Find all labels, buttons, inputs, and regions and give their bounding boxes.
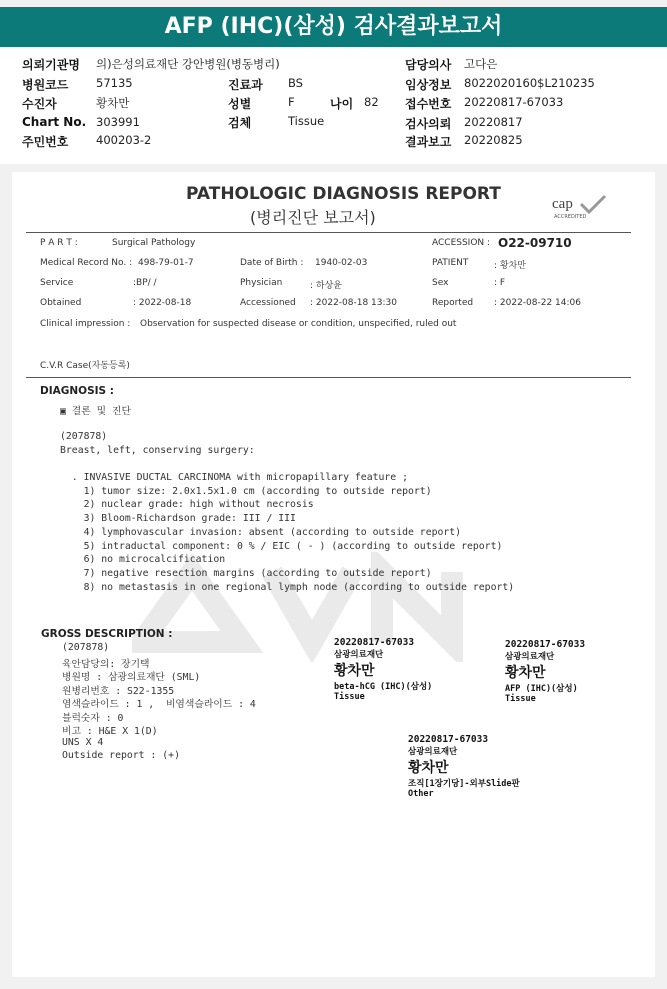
service-label: Service bbox=[40, 278, 74, 288]
header-value: BS bbox=[288, 76, 303, 90]
dob-value: 1940-02-03 bbox=[315, 258, 368, 268]
reported-label: Reported bbox=[432, 298, 474, 308]
reported-value: : 2022-08-22 14:06 bbox=[494, 298, 581, 308]
header-value: 400203-2 bbox=[96, 133, 152, 147]
header-value: 의)은성의료재단 강안병원(병동병리) bbox=[96, 57, 280, 71]
header-value: 20220825 bbox=[464, 133, 523, 147]
patient-info-header bbox=[0, 47, 667, 164]
divider bbox=[26, 232, 631, 233]
patient-label: PATIENT bbox=[432, 258, 469, 268]
cap-logo-text: cap bbox=[552, 196, 573, 212]
cap-logo bbox=[552, 194, 612, 222]
cvr-case: C.V.R Case(자동등록) bbox=[40, 361, 130, 371]
label-test: beta-hCG (IHC)(삼성) bbox=[334, 682, 433, 692]
service-value: :BP/ / bbox=[133, 278, 157, 288]
diagnosis-line: 6) no microcalcification bbox=[60, 554, 226, 566]
mrn-value: 498-79-01-7 bbox=[138, 258, 194, 268]
gross-line: (207878) bbox=[62, 642, 110, 653]
label-org: 삼광의료재단 bbox=[408, 747, 458, 757]
gross-body bbox=[62, 642, 256, 764]
clinical-value: Observation for suspected disease or condition, unspecified, ruled out bbox=[140, 319, 457, 329]
label-test: AFP (IHC)(삼성) bbox=[505, 684, 578, 694]
sex-label: Sex bbox=[432, 278, 449, 288]
report-subtitle: (병리진단 보고서) bbox=[250, 208, 376, 227]
header-label: 의뢰기관명 bbox=[22, 58, 80, 72]
diagnosis-line: 7) negative resection margins (according to outside report) bbox=[60, 567, 432, 579]
header-label: 접수번호 bbox=[405, 97, 452, 111]
header-value: 황차만 bbox=[96, 96, 130, 110]
diagnosis-line: . INVASIVE DUCTAL CARCINOMA with micropapillary feature ; bbox=[60, 472, 408, 484]
header-label: 병원코드 bbox=[22, 78, 69, 92]
label-name: 황차만 bbox=[505, 665, 546, 681]
divider bbox=[26, 377, 631, 378]
header-value: 20220817 bbox=[464, 115, 523, 129]
accession-label: ACCESSION : bbox=[432, 238, 491, 248]
header-value: 57135 bbox=[96, 76, 133, 90]
specimen-label bbox=[334, 637, 432, 702]
cap-logo-sub: ACCREDITED bbox=[554, 214, 587, 220]
label-name: 황차만 bbox=[334, 663, 375, 679]
header-label: Chart No. bbox=[22, 115, 87, 129]
clinical-label: Clinical impression : bbox=[40, 319, 131, 329]
gross-line: 블럭숫자 : 0 bbox=[62, 712, 124, 724]
physician-label: Physician bbox=[240, 278, 283, 288]
header-value: 303991 bbox=[96, 115, 140, 129]
label-specimen: Tissue bbox=[505, 694, 536, 704]
accessioned-value: : 2022-08-18 13:30 bbox=[310, 298, 397, 308]
header-value: F bbox=[288, 95, 295, 109]
label-id: 20220817-67033 bbox=[408, 734, 489, 745]
label-specimen: Other bbox=[408, 789, 434, 799]
accession-value: O22-09710 bbox=[498, 236, 572, 250]
part-value: Surgical Pathology bbox=[112, 238, 196, 248]
gross-line: 병원명 : 삼광의료재단 (SML) bbox=[62, 672, 201, 683]
gross-line: 육안담당의: 장기택 bbox=[62, 658, 150, 670]
dob-label: Date of Birth : bbox=[240, 258, 304, 268]
header-label: 결과보고 bbox=[405, 135, 452, 149]
header-value: Tissue bbox=[288, 114, 325, 128]
header-value: 고다은 bbox=[464, 57, 498, 71]
page-title: AFP (IHC)(삼성) 검사결과보고서 bbox=[0, 7, 667, 47]
age-label: 나이 bbox=[330, 97, 354, 111]
label-org: 삼광의료재단 bbox=[334, 650, 384, 660]
pathology-report bbox=[12, 172, 655, 977]
label-org: 삼광의료재단 bbox=[505, 652, 555, 662]
header-label: 성별 bbox=[228, 97, 252, 111]
header-label: 임상정보 bbox=[405, 78, 452, 92]
diagnosis-line: 4) lymphovascular invasion: absent (according to outside report) bbox=[60, 526, 462, 538]
specimen-label bbox=[505, 639, 585, 704]
diagnosis-line bbox=[60, 458, 514, 472]
checkmark-icon bbox=[578, 194, 608, 216]
diagnosis-line: (207878) bbox=[60, 431, 108, 442]
gross-line: UNS X 4 bbox=[62, 736, 104, 748]
label-test: 조직[1장기당]-외부Slide판 bbox=[408, 779, 520, 789]
obtained-value: : 2022-08-18 bbox=[133, 298, 192, 308]
header-label: 검체 bbox=[228, 116, 252, 130]
gross-line: 원병리번호 : S22-1355 bbox=[62, 685, 175, 697]
diagnosis-subheading: ▣ 결론 및 진단 bbox=[60, 406, 131, 417]
diagnosis-line: 8) no metastasis in one regional lymph node (according to outside report) bbox=[60, 581, 515, 593]
gross-line: 비고 : H&E X 1(D) bbox=[62, 726, 158, 737]
diagnosis-line: 5) intraductal component: 0 % / EIC ( - ) (according to outside report) bbox=[60, 540, 503, 552]
diagnosis-line: 1) tumor size: 2.0x1.5x1.0 cm (according to outside report) bbox=[60, 485, 432, 497]
diagnosis-line: 2) nuclear grade: high without necrosis bbox=[60, 499, 314, 511]
header-value: 8022020160$L210235 bbox=[464, 76, 595, 90]
diagnosis-line: Breast, left, conserving surgery: bbox=[60, 444, 255, 456]
diagnosis-heading: DIAGNOSIS : bbox=[40, 385, 114, 397]
age-value: 82 bbox=[364, 95, 379, 109]
sex-value: : F bbox=[494, 278, 506, 288]
header-label: 담당의사 bbox=[405, 58, 452, 72]
part-label: P A R T : bbox=[40, 238, 78, 248]
label-id: 20220817-67033 bbox=[505, 639, 586, 650]
gross-heading: GROSS DESCRIPTION : bbox=[41, 628, 173, 640]
label-specimen: Tissue bbox=[334, 692, 365, 702]
header-value: 20220817-67033 bbox=[464, 95, 564, 109]
header-label: 주민번호 bbox=[22, 135, 69, 149]
specimen-label bbox=[408, 734, 520, 799]
diagnosis-body bbox=[60, 431, 514, 595]
patient-value: : 황차만 bbox=[494, 261, 526, 271]
header-label: 진료과 bbox=[228, 78, 263, 92]
header-label: 검사의뢰 bbox=[405, 117, 452, 131]
mrn-label: Medical Record No. : bbox=[40, 258, 133, 268]
gross-line: 염색슬라이드 : 1 , 비염색슬라이드 : 4 bbox=[62, 699, 256, 710]
gross-line: Outside report : (+) bbox=[62, 750, 180, 761]
obtained-label: Obtained bbox=[40, 298, 82, 308]
label-id: 20220817-67033 bbox=[334, 637, 415, 648]
header-label: 수진자 bbox=[22, 97, 57, 111]
physician-value: : 하상윤 bbox=[310, 281, 342, 291]
accessioned-label: Accessioned bbox=[240, 298, 296, 308]
label-name: 황차만 bbox=[408, 760, 449, 776]
report-title: PATHOLOGIC DIAGNOSIS REPORT bbox=[186, 184, 501, 204]
diagnosis-line: 3) Bloom-Richardson grade: III / III bbox=[60, 513, 296, 525]
